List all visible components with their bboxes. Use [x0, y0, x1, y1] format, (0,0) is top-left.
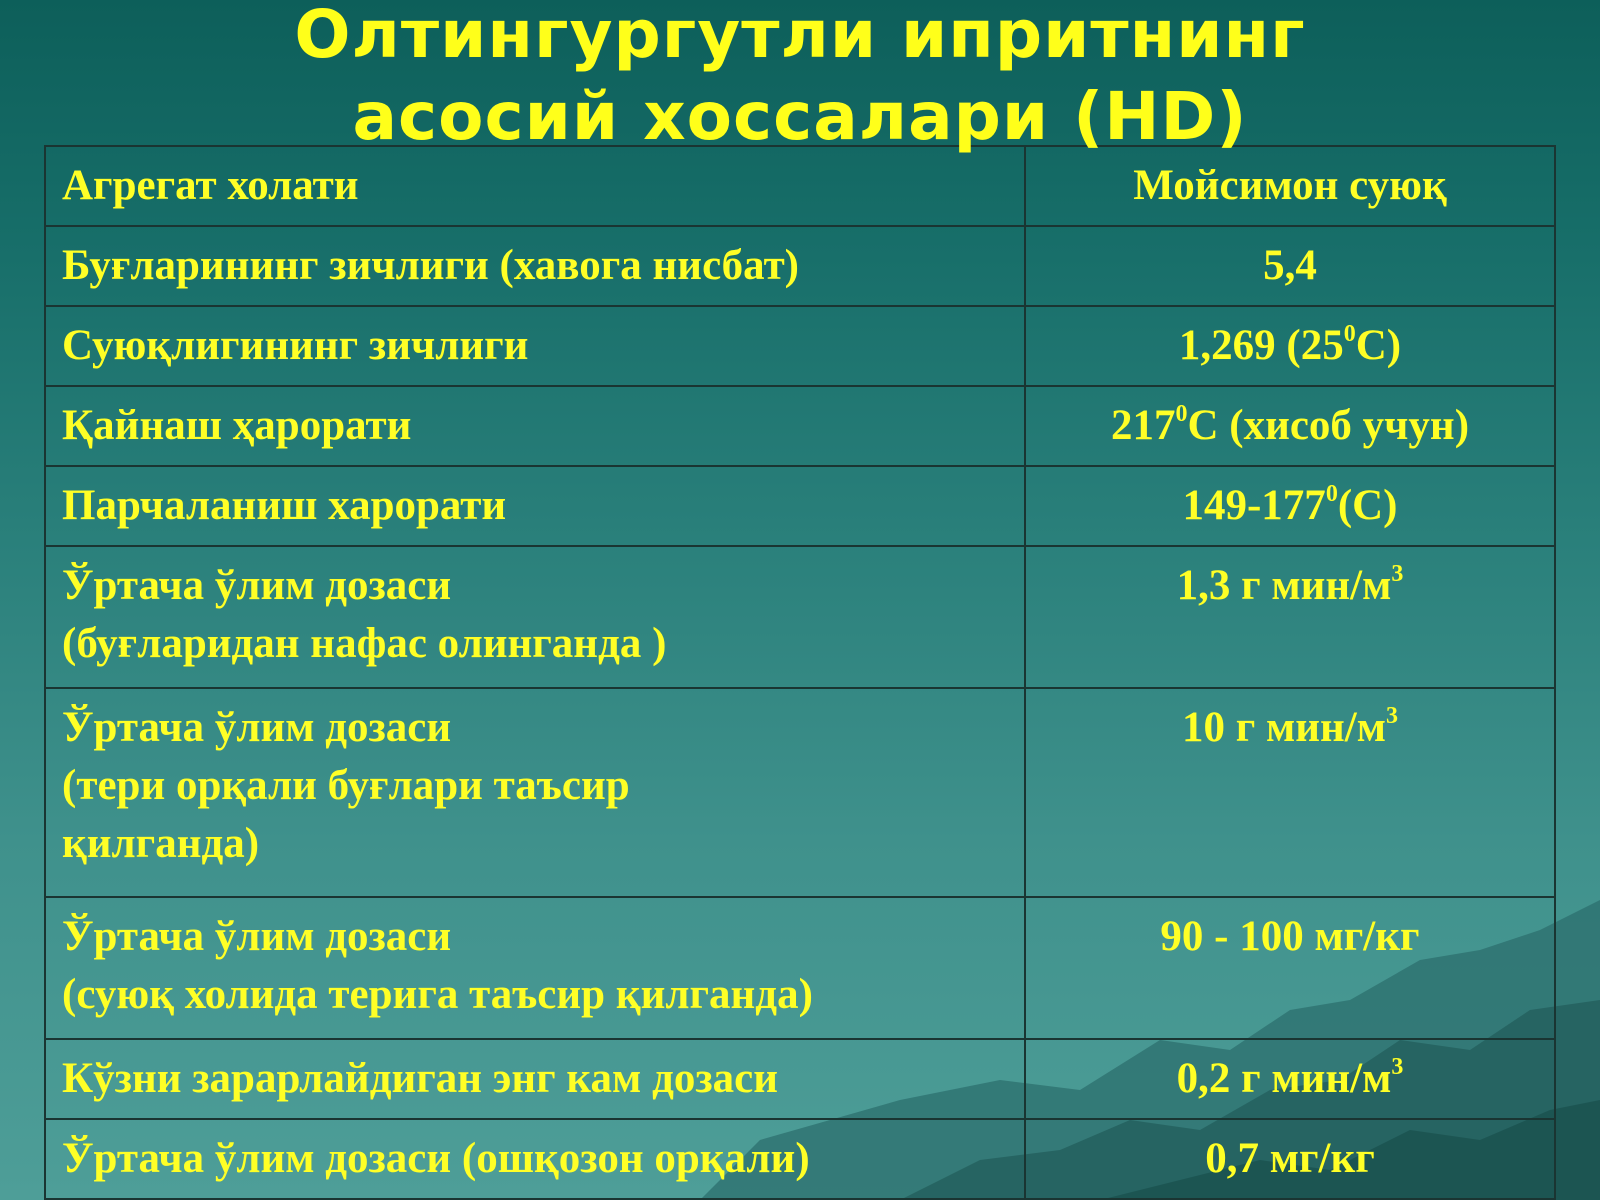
table-row	[45, 897, 1555, 1039]
property-cell	[45, 1119, 1025, 1199]
value-cell	[1025, 1119, 1555, 1199]
value-cell	[1025, 386, 1555, 466]
value-cell	[1025, 897, 1555, 1039]
title-line-2: асосий хоссалари (HD)	[352, 78, 1248, 155]
property-label: Ўртача ўлим дозаси	[62, 913, 452, 960]
table-row	[45, 146, 1555, 226]
value-text: Мойсимон суюқ	[1133, 162, 1447, 209]
value-cell	[1025, 146, 1555, 226]
property-cell	[45, 226, 1025, 306]
property-cell	[45, 146, 1025, 226]
property-label: Суюқлигининг зичлиги	[62, 322, 529, 369]
cubed-superscript: 3	[1391, 1054, 1404, 1080]
title-line-1: Олтингургутли ипритнинг	[294, 0, 1306, 73]
value-text: 0,2 г мин/м	[1176, 1055, 1392, 1102]
property-label-detail: қилганда)	[62, 820, 260, 867]
property-label: Парчаланиш харорати	[62, 482, 507, 529]
property-label: Ўртача ўлим дозаси	[62, 704, 452, 751]
property-cell	[45, 688, 1025, 897]
value-cell	[1025, 466, 1555, 546]
table-row	[45, 226, 1555, 306]
property-label-detail: (буғларидан нафас олинганда )	[62, 620, 667, 667]
property-label-detail: (суюқ холида терига таъсир қилганда)	[62, 971, 813, 1018]
value-text: 217	[1110, 402, 1176, 449]
value-text: 1,269 (25	[1178, 322, 1344, 369]
property-label: Ўртача ўлим дозаси	[62, 562, 452, 609]
property-label: Кўзни зарарлайдиган энг кам дозаси	[62, 1055, 778, 1102]
property-cell	[45, 386, 1025, 466]
table-row	[45, 306, 1555, 386]
value-text: 0,7 мг/кг	[1205, 1135, 1375, 1182]
property-cell	[45, 466, 1025, 546]
property-label: Буғларининг зичлиги (хавога нисбат)	[62, 242, 800, 289]
value-cell	[1025, 688, 1555, 897]
property-cell	[45, 1039, 1025, 1119]
value-text-suffix: С)	[1355, 322, 1402, 369]
property-label: Ўртача ўлим дозаси (ошқозон орқали)	[62, 1135, 810, 1182]
table-row	[45, 546, 1555, 688]
value-text: 149-177	[1182, 482, 1326, 529]
property-cell	[45, 546, 1025, 688]
degree-superscript: 0	[1175, 401, 1188, 427]
cubed-superscript: 3	[1391, 561, 1404, 587]
property-label-detail: (тери орқали буғлари таъсир	[62, 762, 630, 809]
table-row	[45, 1119, 1555, 1199]
properties-table	[44, 145, 1556, 1200]
value-cell	[1025, 226, 1555, 306]
value-text-suffix: С (хисоб учун)	[1187, 402, 1470, 449]
degree-superscript: 0	[1343, 321, 1356, 347]
value-text: 10 г мин/м	[1181, 704, 1387, 751]
table-row	[45, 688, 1555, 897]
table-row	[45, 1039, 1555, 1119]
degree-superscript: 0	[1325, 481, 1338, 507]
property-cell	[45, 897, 1025, 1039]
value-cell	[1025, 1039, 1555, 1119]
table-row	[45, 466, 1555, 546]
value-cell	[1025, 546, 1555, 688]
value-text-suffix: (С)	[1337, 482, 1398, 529]
value-text: 1,3 г мин/м	[1176, 562, 1392, 609]
slide-title	[0, 0, 1600, 158]
cubed-superscript: 3	[1386, 703, 1399, 729]
value-text: 90 - 100 мг/кг	[1160, 913, 1420, 960]
value-cell	[1025, 306, 1555, 386]
property-cell	[45, 306, 1025, 386]
property-label: Қайнаш ҳарорати	[62, 402, 412, 449]
table-row	[45, 386, 1555, 466]
property-label: Агрегат холати	[62, 162, 359, 209]
value-text: 5,4	[1263, 242, 1317, 289]
